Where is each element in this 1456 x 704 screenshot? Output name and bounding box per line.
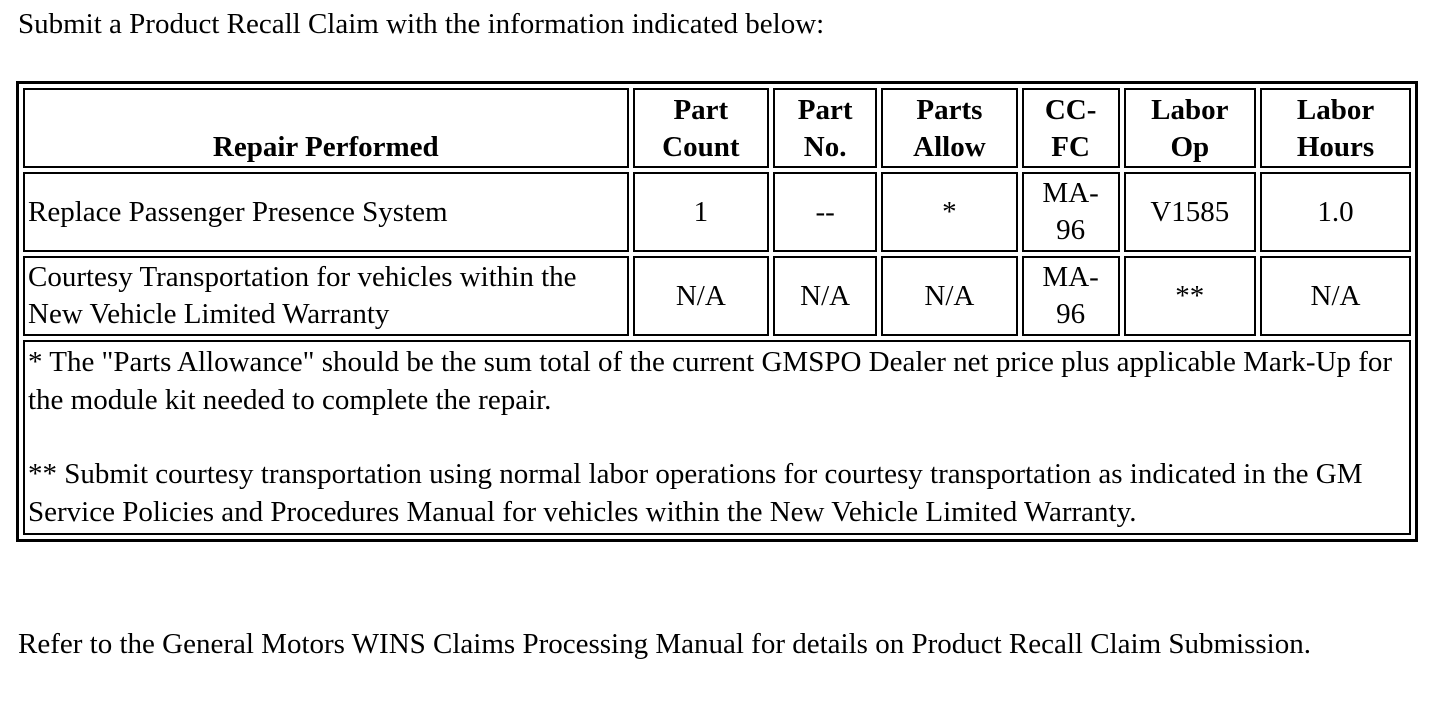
header-labor-hours: Labor Hours <box>1260 88 1411 168</box>
cell-labor-hours: N/A <box>1260 256 1411 336</box>
cell-part-no: -- <box>773 172 877 252</box>
cell-part-count: 1 <box>633 172 770 252</box>
cell-part-no: N/A <box>773 256 877 336</box>
cell-parts-allow: N/A <box>881 256 1018 336</box>
header-repair-performed: Repair Performed <box>23 88 629 168</box>
cell-labor-op: ** <box>1124 256 1257 336</box>
table-row <box>23 256 1411 336</box>
intro-text: Submit a Product Recall Claim with the information indicated below: <box>18 8 825 40</box>
cell-part-count: N/A <box>633 256 770 336</box>
cell-cc-fc: MA- 96 <box>1022 256 1120 336</box>
recall-claim-table <box>16 81 1418 542</box>
header-part-no: Part No. <box>773 88 877 168</box>
header-part-count: Part Count <box>633 88 770 168</box>
header-labor-op: Labor Op <box>1124 88 1257 168</box>
note-parts-allowance: * The "Parts Allowance" should be the sum total of the current GMSPO Dealer net price plus applicable Mark-Up for the module kit needed to complete the repair. <box>28 346 1393 416</box>
notes-cell <box>23 340 1411 535</box>
table-header-row <box>23 88 1411 168</box>
recall-claim-table-wrapper <box>16 81 1418 542</box>
header-cc-fc: CC- FC <box>1022 88 1120 168</box>
table-row <box>23 172 1411 252</box>
cell-parts-allow: * <box>881 172 1018 252</box>
note-courtesy-transportation: ** Submit courtesy transportation using normal labor operations for courtesy transportation as indicated in the GM Service Policies and Procedures Manual for vehicles within the New Vehicle Limited Warranty. <box>28 458 1363 528</box>
cell-labor-op: V1585 <box>1124 172 1257 252</box>
cell-cc-fc: MA- 96 <box>1022 172 1120 252</box>
cell-repair: Replace Passenger Presence System <box>23 172 629 252</box>
outro-text: Refer to the General Motors WINS Claims Processing Manual for details on Product Recall Claim Submission. <box>18 628 1311 660</box>
table-notes-row <box>23 340 1411 535</box>
header-parts-allow: Parts Allow <box>881 88 1018 168</box>
cell-labor-hours: 1.0 <box>1260 172 1411 252</box>
cell-repair: Courtesy Transportation for vehicles within the New Vehicle Limited Warranty <box>23 256 629 336</box>
